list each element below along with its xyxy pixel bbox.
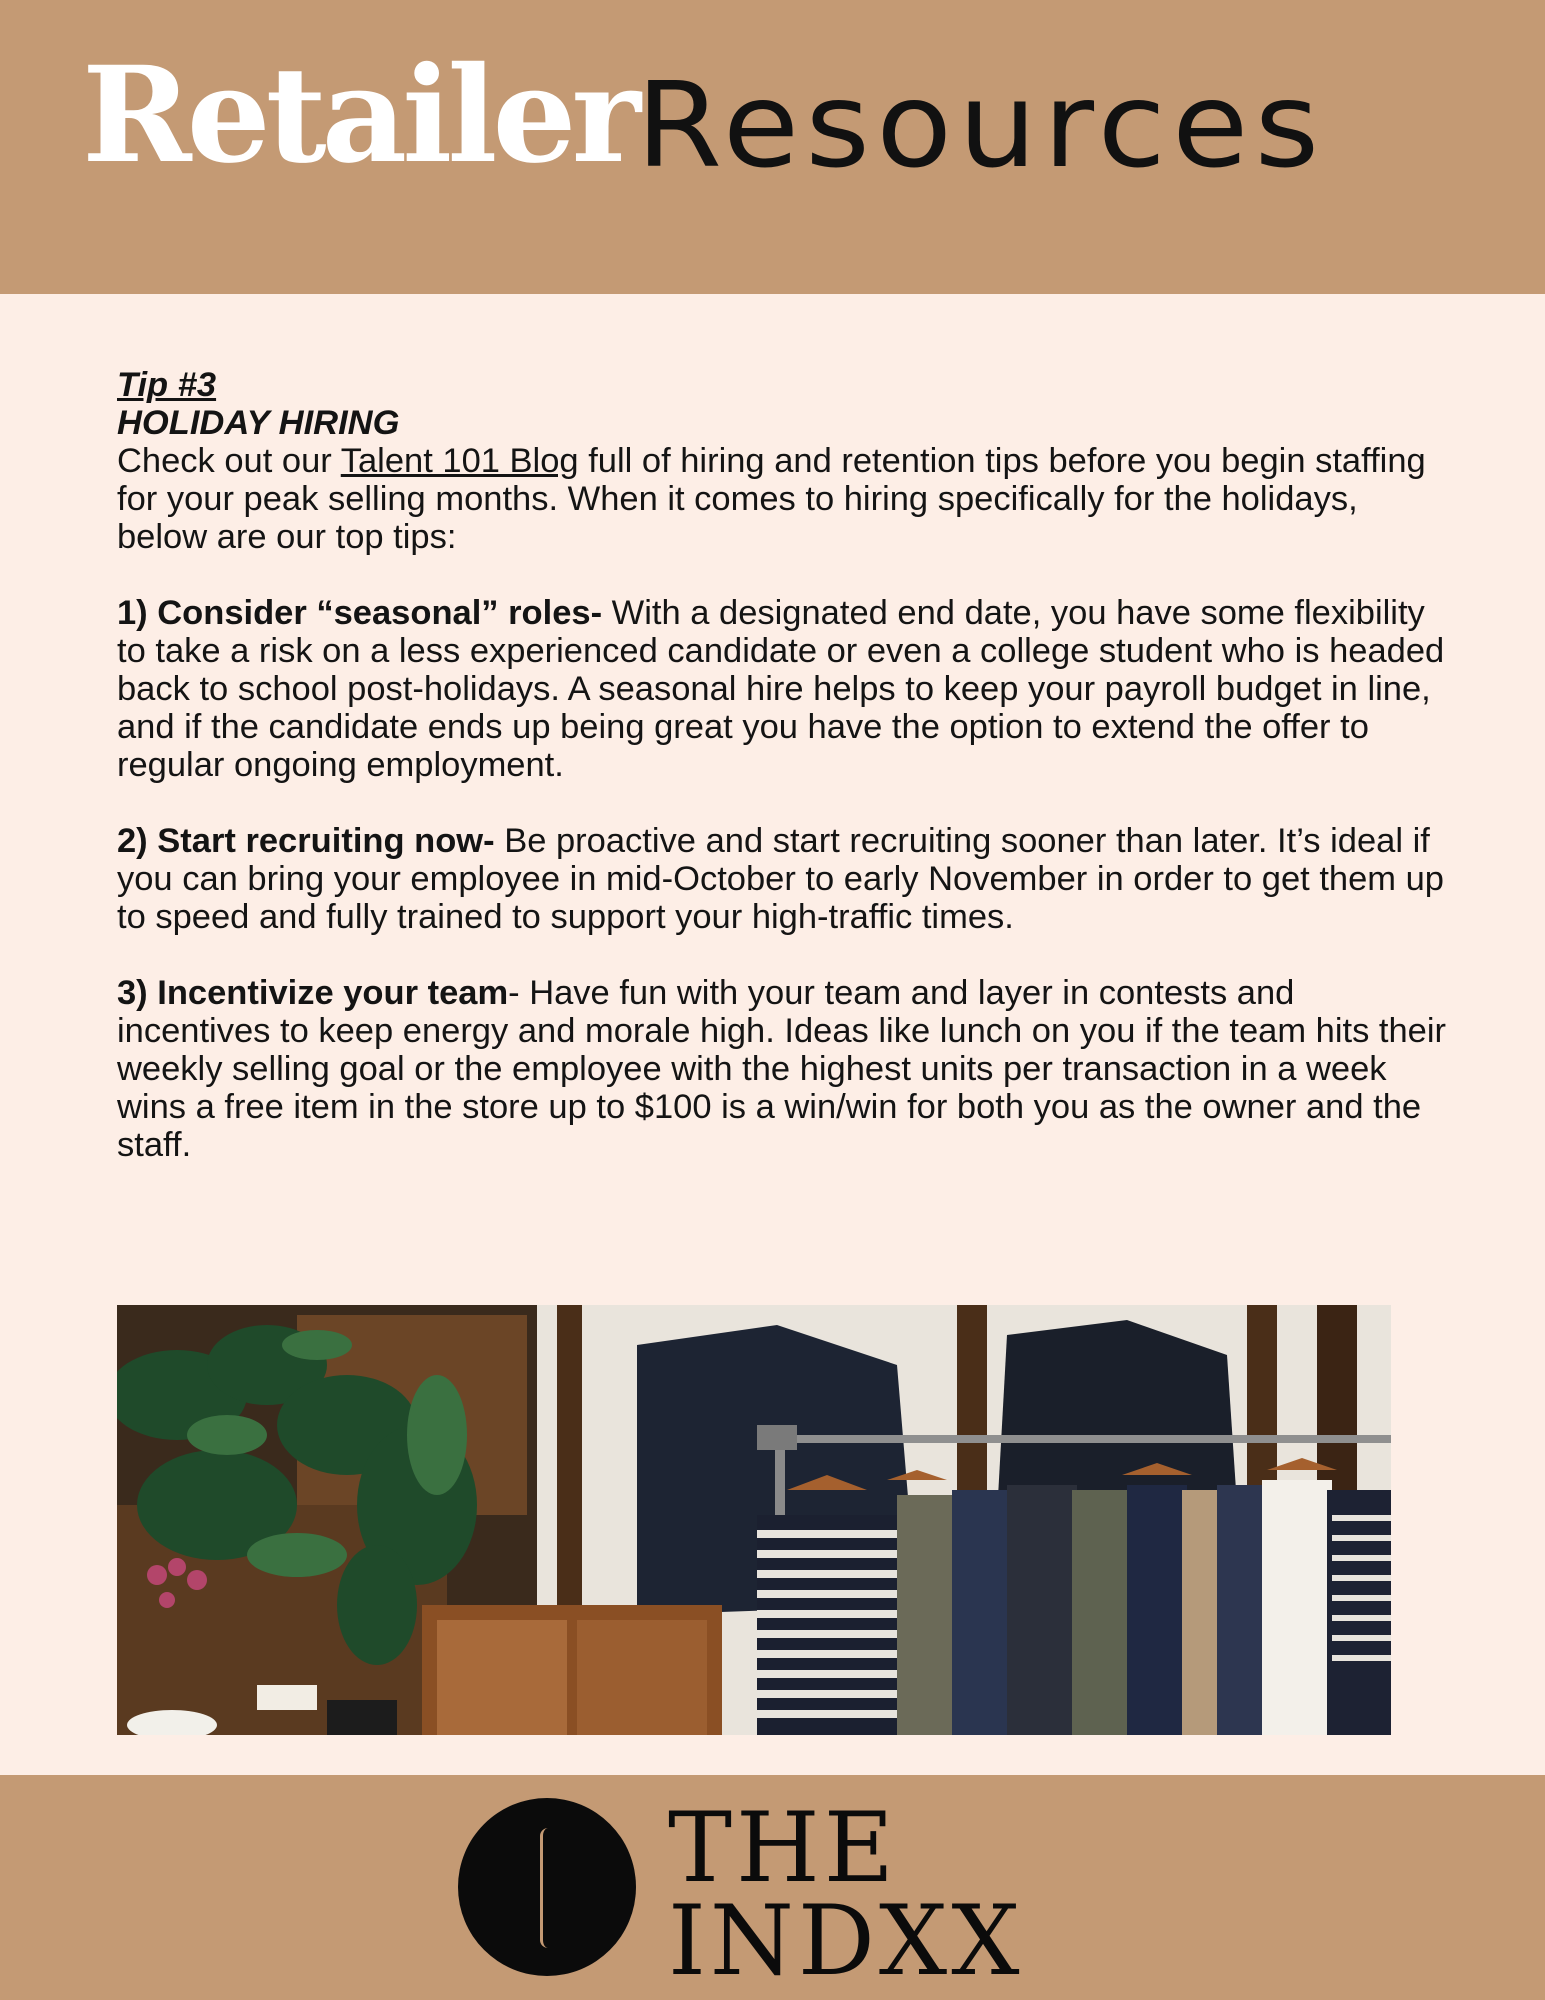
tip-item-seasonal-roles [117,594,1447,784]
tip-label: Tip #3 [117,366,217,404]
retail-store-clothing-rack-photo [117,1305,1391,1735]
tip-item-body: Be proactive and start recruiting sooner than later. It’s ideal if you can bring your employee in mid-October to early November in order to get them up to speed and fully trained to support your high-traffic times. [117,822,1444,936]
indxx-circle-logo-icon [458,1798,636,1976]
tip-item-body: With a designated end date, you have some flexibility to take a risk on a less experienced candidate or even a college student who is headed back to school post-holidays. A seasonal hire helps to keep your payroll budget in line, and if the candidate ends up being great you have the option to extend the offer to regular ongoing employment. [117,594,1445,784]
tip-item-title: 1) Consider “seasonal” roles- [117,594,603,632]
tip-item-start-recruiting [117,822,1447,936]
talent-101-blog-link[interactable]: Talent 101 Blog [340,442,579,480]
logo-mark-stroke [540,1828,559,1948]
intro-text-before-link: Check out our [117,442,341,480]
tip-item-title: 2) Start recruiting now- [117,822,495,860]
page-title-resources: Resources [636,56,1326,194]
page-title-retailer: Retailer [82,38,636,193]
tip-content [117,366,1447,1202]
tip-item-body: - Have fun with your team and layer in contests and incentives to keep energy and morale high. Ideas like lunch on you if the team hits their weekly selling goal or the employee with the highest units per transaction in a week wins a free item in the store up to $100 is a win/win for both you as the owner and the staff. [117,974,1447,1164]
intro-text-after-link: full of hiring and retention tips before you begin staffing for your peak selling months. When it comes to hiring specifically for the holidays, below are our top tips: [117,442,1426,556]
logo-text-the: THE [668,1792,898,1904]
logo-text-indxx: INDXX [668,1885,1024,1997]
tip-item-title: 3) Incentivize your team [117,974,509,1012]
intro-paragraph [117,442,1447,556]
store-photo-illustration [117,1305,1391,1735]
tip-item-incentivize-team [117,974,1447,1164]
tip-heading: HOLIDAY HIRING [117,404,400,442]
